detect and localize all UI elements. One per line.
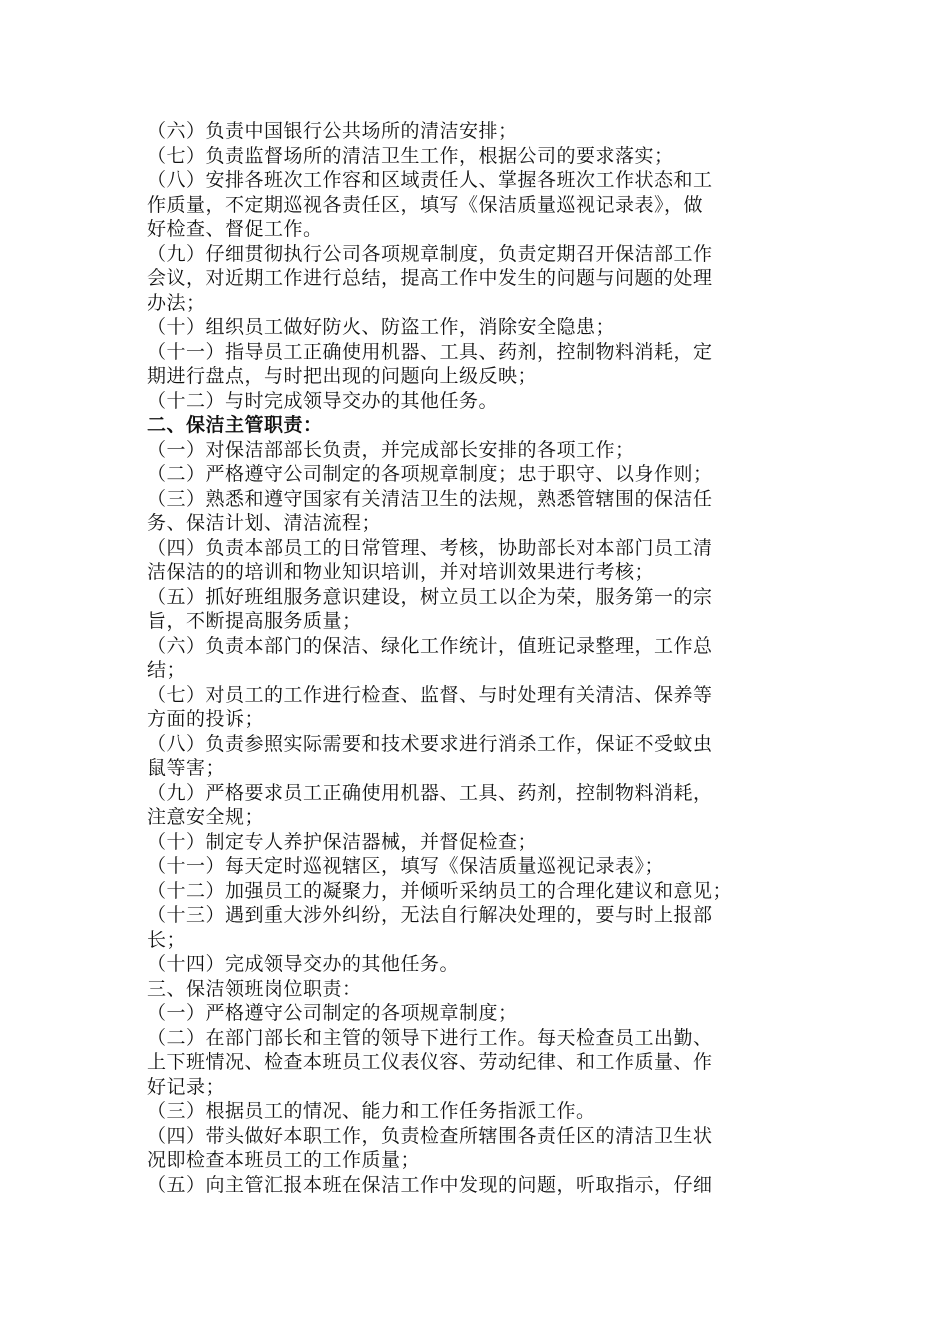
text-line: （七）负责监督场所的清洁卫生工作，根据公司的要求落实； — [147, 144, 674, 167]
text-line: 注意安全规； — [147, 806, 265, 828]
text-line: 会议，对近期工作进行总结，提高工作中发生的问题与问题的处理 — [147, 267, 713, 289]
text-line: （二）严格遵守公司制定的各项规章制度；忠于职守、以身作则； — [147, 463, 713, 485]
text-line: 方面的投诉； — [147, 708, 265, 730]
text-line: （六）负责中国银行公共场所的清洁安排； — [147, 120, 518, 142]
text-line: （一）严格遵守公司制定的各项规章制度； — [147, 1002, 518, 1024]
text-line: （十）组织员工做好防火、防盗工作，消除安全隐患； — [147, 316, 616, 338]
text-line: 好记录； — [147, 1075, 226, 1098]
text-line: （九）严格要求员工正确使用机器、工具、药剂，控制物料消耗， — [147, 781, 713, 804]
text-line: 作质量，不定期巡视各责任区，填写《保洁质量巡视记录表》，做 — [147, 193, 704, 216]
text-line: （九）仔细贯彻执行公司各项规章制度，负责定期召开保洁部工作 — [147, 242, 713, 265]
text-line: （十）制定专人养护保洁器械，并督促检查； — [147, 830, 538, 853]
text-line: （一）对保洁部部长负责，并完成部长安排的各项工作； — [147, 438, 635, 461]
text-line: （十一）每天定时巡视辖区，填写《保洁质量巡视记录表》； — [147, 855, 665, 877]
text-line: 结； — [147, 659, 187, 681]
text-line: （五）向主管汇报本班在保洁工作中发现的问题，听取指示，仔细 — [147, 1173, 713, 1196]
text-line: （四）带头做好本职工作，负责检查所辖围各责任区的清洁卫生状 — [147, 1124, 713, 1147]
text-line: 三、保洁领班岗位职责： — [147, 977, 362, 1000]
text-line: （三）根据员工的情况、能力和工作任务指派工作。 — [147, 1100, 596, 1122]
text-line: 长； — [147, 928, 187, 951]
text-line: （十三）遇到重大涉外纠纷，无法自行解决处理的，要与时上报部 — [147, 904, 713, 926]
text-line: 务、保洁计划、清洁流程； — [147, 512, 382, 534]
text-line: 上下班情况、检查本班员工仪表仪容、劳动纪律、和工作质量、作 — [147, 1051, 713, 1073]
text-line: 况即检查本班员工的工作质量； — [147, 1149, 421, 1171]
text-line: （三）熟悉和遵守国家有关清洁卫生的法规，熟悉管辖围的保洁任 — [147, 487, 713, 510]
text-line: （四）负责本部员工的日常管理、考核，协助部长对本部门员工清 — [147, 536, 713, 559]
text-line: 洁保洁的的培训和物业知识培训，并对培训效果进行考核； — [147, 561, 655, 583]
text-line: 办法； — [147, 291, 206, 314]
section-heading: 二、保洁主管职责： — [147, 414, 323, 436]
text-line: （六）负责本部门的保洁、绿化工作统计，值班记录整理，工作总 — [147, 634, 713, 657]
text-line: （十二）与时完成领导交办的其他任务。 — [147, 389, 499, 412]
text-line: （十二）加强员工的凝聚力，并倾听采纳员工的合理化建议和意见； — [147, 879, 733, 902]
text-line: （十四）完成领导交办的其他任务。 — [147, 953, 460, 975]
text-line: 好检查、督促工作。 — [147, 218, 323, 240]
text-line: 期进行盘点，与时把出现的问题向上级反映； — [147, 365, 538, 387]
text-line: （五）抓好班组服务意识建设，树立员工以企为荣，服务第一的宗 — [147, 585, 713, 608]
text-line: （八）负责参照实际需要和技术要求进行消杀工作，保证不受蚊虫 — [147, 732, 713, 755]
text-line: （十一）指导员工正确使用机器、工具、药剂，控制物料消耗，定 — [147, 340, 713, 363]
document-body — [147, 119, 807, 1197]
text-line: （八）安排各班次工作容和区域责任人、掌握各班次工作状态和工 — [147, 169, 713, 191]
text-line: （七）对员工的工作进行检查、监督、与时处理有关清洁、保养等 — [147, 683, 713, 706]
text-line: （二）在部门部长和主管的领导下进行工作。每天检查员工出勤、 — [147, 1026, 713, 1049]
text-line: 鼠等害； — [147, 757, 226, 779]
text-line: 旨，不断提高服务质量； — [147, 610, 362, 632]
